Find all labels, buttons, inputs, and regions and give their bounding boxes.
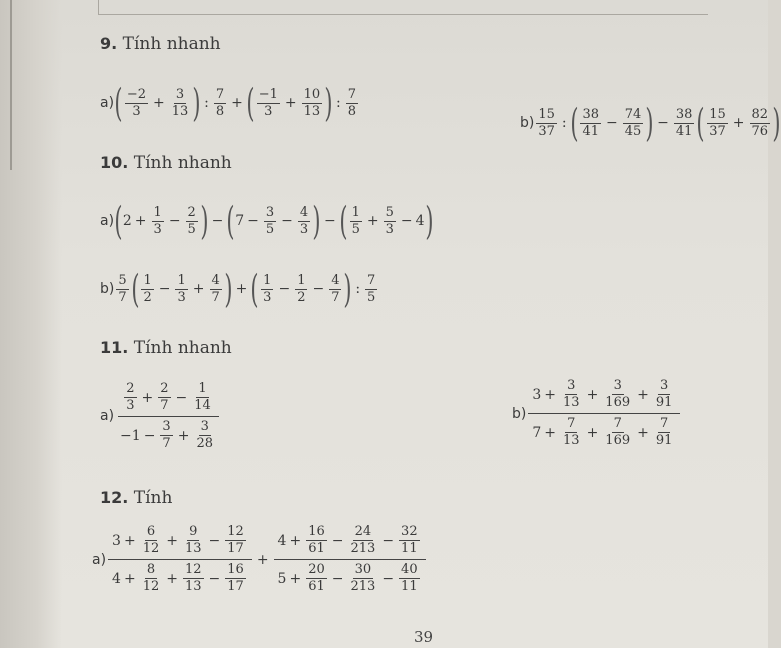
heading-12: 12. Tính	[100, 488, 173, 508]
exercise-10b: b) $\frac{5}{7}$ ( $\frac{1}{2}$ − $\frac{1}{3}$ + $\frac{4}{7}$ ) + ( $\frac{1}{3}$ − $\frac{1}{2}$ − $\frac{4}{7}$ ) : $\frac{7}{5}$	[100, 267, 376, 311]
exercise-11a: a) $\frac{2}{3}$ + $\frac{2}{7}$ − $\frac{1}{14}$ −1 − $\frac{3}{7}$ + $\frac{3}{28}$	[100, 380, 223, 452]
exercise-9b: b) $\frac{15}{37}$ : ( $\frac{38}{41}$ − $\frac{74}{45}$ ) − $\frac{38}{41}$ ( $\frac{15}{37}$ + $\frac{82}{76}$ )	[520, 101, 781, 145]
heading-10: 10. Tính nhanh	[100, 153, 232, 173]
exercise-10a: a) ( 2 + $\frac{1}{3}$ − $\frac{2}{5}$ ) − ( 7 − $\frac{3}{5}$ − $\frac{4}{3}$ ) − ( $\frac{1}{5}$ + $\frac{5}{3}$ − 4 )	[100, 199, 434, 243]
heading-9: 9. Tính nhanh	[100, 34, 221, 54]
exercise-11b: b) 3 + $\frac{3}{13}$ + $\frac{3}{169}$ + $\frac{3}{91}$ 7 + $\frac{7}{13}$ + $\frac{7}{169}$ + $\frac{7}{91}$	[512, 378, 682, 449]
top-rule	[98, 14, 708, 15]
exercise-12a: a) 3 + $\frac{6}{12}$ + $\frac{9}{13}$ − $\frac{12}{17}$ 4 + $\frac{8}{12}$ + $\frac{12}{13}$ − $\frac{16}{17}$ + 4 + $\frac{16}{61}$ − $\frac{24}{213}$ − $\frac{32}{11}$ 5 + $\frac{20}{61}$ − $\frac{30}{213}$ − $\frac{40}{11}$	[92, 524, 428, 595]
page-edge	[10, 0, 12, 170]
heading-11: 11. Tính nhanh	[100, 338, 232, 358]
exercise-9a: a) ( $\frac{-2}{3}$ + $\frac{3}{13}$ ) : $\frac{7}{8}$ + ( $\frac{-1}{3}$ + $\frac{10}{13}$ ) : $\frac{7}{8}$	[100, 81, 356, 125]
top-rule-left	[98, 0, 99, 14]
page-number: 39	[414, 628, 434, 646]
